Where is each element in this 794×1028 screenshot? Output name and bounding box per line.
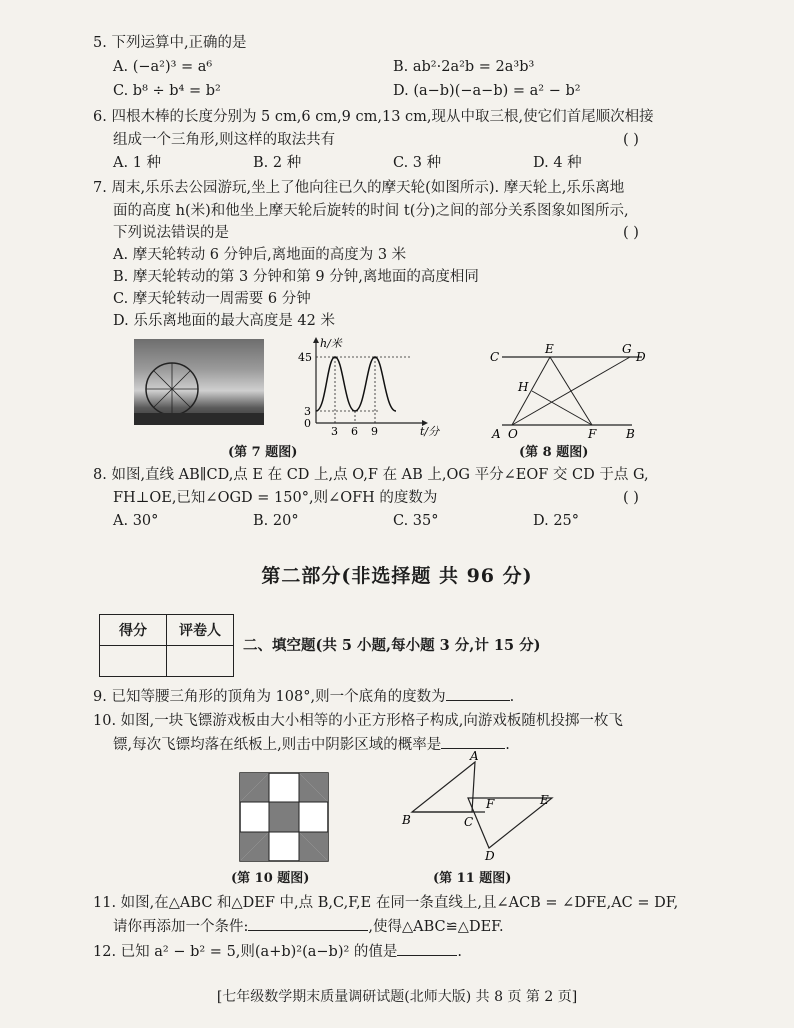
q6-line2: 组成一个三角形,则这样的取法共有 <box>113 132 336 148</box>
q11-line2a: 请你再添加一个条件: <box>113 919 249 935</box>
fig7-x-label: t/分 <box>420 425 440 438</box>
fig10-shade-center <box>269 802 299 832</box>
fig11-label-a: A <box>470 749 479 763</box>
fig8-label-a: A <box>492 427 501 441</box>
ferris-wheel-drawing <box>134 339 264 425</box>
q7-line2: 面的高度 h(米)和他坐上摩天轮后旋转的时间 t(分)之间的部分关系图象如图所示, <box>113 203 629 219</box>
fig11-triangle-abc <box>412 762 475 812</box>
q6-option-a: A. 1 种 <box>113 155 162 171</box>
fig7-y-tick-3: 3 <box>304 405 311 418</box>
fig7-x-tick-3: 3 <box>331 425 338 438</box>
fig7-y-arrow <box>313 337 319 343</box>
fig11-geometry <box>400 749 560 863</box>
q10-line1: 10. 如图,一块飞镖游戏板由大小相等的小正方形格子构成,向游戏板随机投掷一枚飞 <box>93 713 623 729</box>
grader-header: 评卷人 <box>167 615 234 646</box>
q11-line1: 11. 如图,在△ABC 和△DEF 中,点 B,C,F,E 在同一条直线上,且∠ACB = ∠DFE,AC = DF, <box>93 895 679 911</box>
ferris-wheel-photo <box>134 339 264 425</box>
q10-line2: 镖,每次飞镖均落在纸板上,则击中阴影区域的概率是 <box>113 737 442 753</box>
q9-answer-blank[interactable] <box>446 686 510 701</box>
fig8-geometry <box>490 342 660 441</box>
q7-option-c: C. 摩天轮转动一周需要 6 分钟 <box>113 291 311 307</box>
q9-end: . <box>509 689 515 705</box>
fig10-dart-board <box>240 773 328 861</box>
q11-line2b: ,使得△ABC≌△DEF. <box>368 919 504 935</box>
fig11-label-f: F <box>486 797 495 811</box>
fig8-label-e: E <box>545 342 554 356</box>
fig8-label-h: H <box>518 380 529 394</box>
fig7-caption: (第 7 题图) <box>228 445 298 460</box>
fig8-label-f: F <box>588 427 597 441</box>
part2-heading: 第二部分(非选择题 共 96 分) <box>261 565 533 587</box>
fig7-x-tick-9: 9 <box>371 425 378 438</box>
score-cell[interactable] <box>100 646 167 677</box>
q8-line1: 8. 如图,直线 AB∥CD,点 E 在 CD 上,点 O,F 在 AB 上,OG 平分∠EOF 交 CD 于点 G, <box>93 467 649 483</box>
q6-option-d: D. 4 种 <box>533 155 582 171</box>
fig11-label-c: C <box>464 815 474 829</box>
fig7-x-tick-6: 6 <box>351 425 358 438</box>
fig8-caption: (第 8 题图) <box>519 445 589 460</box>
q7-option-a: A. 摩天轮转动 6 分钟后,离地面的高度为 3 米 <box>113 247 407 263</box>
fig11-label-b: B <box>402 813 411 827</box>
q8-option-c: C. 35° <box>393 513 439 529</box>
fig8-label-g: G <box>622 342 632 356</box>
q8-option-b: B. 20° <box>253 513 299 529</box>
q11-line2-wrap <box>113 916 504 937</box>
q6-answer-paren: ( ) <box>623 132 639 148</box>
q6-option-c: C. 3 种 <box>393 155 442 171</box>
q5-stem: 5. 下列运算中,正确的是 <box>93 35 247 51</box>
q7-line1: 7. 周末,乐乐去公园游玩,坐上了他向往已久的摩天轮(如图所示). 摩天轮上,乐乐离地 <box>93 180 625 196</box>
score-table <box>99 614 234 677</box>
q9-line <box>93 686 514 707</box>
q5-option-d: D. (a−b)(−a−b) = a² − b² <box>393 83 581 99</box>
q12-end: . <box>457 944 463 960</box>
fig8-label-d: D <box>636 350 646 364</box>
q7-option-d: D. 乐乐离地面的最大高度是 42 米 <box>113 313 335 329</box>
q6-line1: 6. 四根木棒的长度分别为 5 cm,6 cm,9 cm,13 cm,现从中取三根,使它们首尾顺次相接 <box>93 109 654 125</box>
fig7-y-tick-45: 45 <box>298 351 312 364</box>
fig10-caption: (第 10 题图) <box>231 871 310 886</box>
score-header: 得分 <box>100 615 167 646</box>
fig11-label-d: D <box>485 849 495 863</box>
q12-text: 12. 已知 a² − b² = 5,则(a+b)²(a−b)² 的值是 <box>93 944 398 960</box>
q10-end: . <box>505 737 510 753</box>
q9-text: 9. 已知等腰三角形的顶角为 108°,则一个底角的度数为 <box>93 689 446 705</box>
q5-option-a: A. (−a²)³ = a⁶ <box>113 59 213 75</box>
q8-answer-paren: ( ) <box>623 490 639 506</box>
fig11-label-e: E <box>540 793 549 807</box>
q12-line <box>93 941 462 962</box>
grader-cell[interactable] <box>167 646 234 677</box>
q5-option-c: C. b⁸ ÷ b⁴ = b² <box>113 83 221 99</box>
q10-answer-blank[interactable] <box>441 734 505 749</box>
fig8-label-b: B <box>626 427 635 441</box>
q8-line2: FH⊥OE,已知∠OGD = 150°,则∠OFH 的度数为 <box>113 490 438 506</box>
q6-option-b: B. 2 种 <box>253 155 302 171</box>
fig7-graph <box>290 335 440 438</box>
q7-line3: 下列说法错误的是 <box>113 225 229 241</box>
q7-answer-paren: ( ) <box>623 225 639 241</box>
fig8-label-o: O <box>508 427 518 441</box>
fig7-y-tick-0: 0 <box>304 417 311 430</box>
q11-answer-blank[interactable] <box>248 916 368 931</box>
fig8-line-ef <box>550 357 592 425</box>
q8-option-a: A. 30° <box>113 513 159 529</box>
fig7-height-curve <box>316 357 396 411</box>
fig7-y-label: h/米 <box>320 337 342 350</box>
section2-title: 二、填空题(共 5 小题,每小题 3 分,计 15 分) <box>243 637 541 654</box>
page-footer: [七年级数学期末质量调研试题(北师大版) 共 8 页 第 2 页] <box>216 989 578 1005</box>
q5-option-b: B. ab²·2a²b = 2a³b³ <box>393 59 535 75</box>
q8-option-d: D. 25° <box>533 513 580 529</box>
q7-option-b: B. 摩天轮转动的第 3 分钟和第 9 分钟,离地面的高度相同 <box>113 269 479 285</box>
fig8-label-c: C <box>490 350 500 364</box>
q12-answer-blank[interactable] <box>397 941 457 956</box>
fig11-caption: (第 11 题图) <box>433 871 512 886</box>
